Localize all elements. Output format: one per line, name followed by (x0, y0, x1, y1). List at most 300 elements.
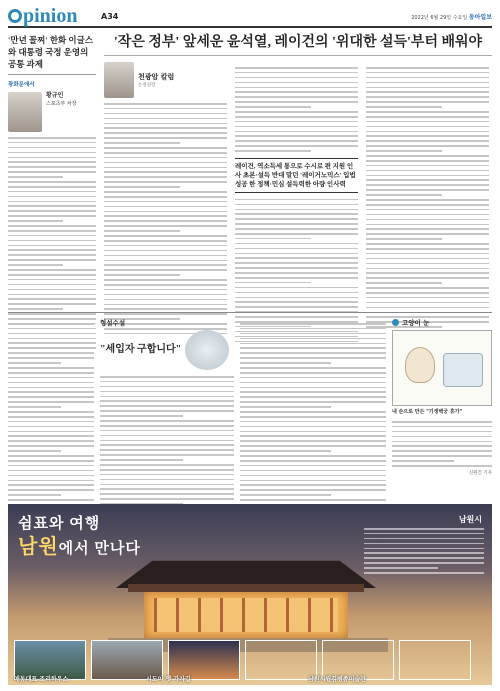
main-col-3-body (366, 67, 489, 328)
cat-eye-icon (392, 319, 399, 326)
text-line (104, 279, 227, 281)
text-line (100, 381, 234, 383)
text-line (240, 450, 331, 452)
text-line (240, 352, 386, 354)
text-line (104, 250, 227, 252)
text-line (392, 441, 492, 443)
text-line (100, 444, 234, 446)
text-line (100, 430, 234, 432)
namwon-ad-banner (8, 504, 492, 685)
text-line (392, 465, 492, 467)
opinion-logo (8, 6, 77, 26)
text-line (8, 450, 61, 452)
text-line (366, 272, 489, 274)
text-line (366, 253, 489, 255)
left-author-name: 황규인 (46, 92, 64, 99)
text-line (240, 440, 386, 442)
text-line (366, 170, 489, 172)
left-author-role: 스포츠부 차장 (46, 101, 77, 107)
text-line (235, 111, 358, 113)
main-col-3 (366, 62, 489, 345)
text-line (235, 306, 358, 308)
text-line (8, 416, 94, 418)
text-line (240, 382, 386, 384)
main-col-2 (235, 62, 358, 345)
text-line (8, 494, 61, 496)
text-line (8, 435, 94, 437)
text-line (104, 191, 227, 193)
text-line (104, 215, 227, 217)
text-line (235, 77, 358, 79)
col2-illustration (185, 330, 229, 370)
bottom-col-2 (100, 318, 234, 523)
text-line (366, 263, 489, 265)
text-line (104, 103, 227, 105)
text-line (8, 215, 96, 217)
text-line (8, 470, 94, 472)
text-line (8, 455, 94, 457)
text-line (104, 113, 227, 115)
text-line (8, 230, 96, 232)
text-line (8, 225, 96, 227)
text-line (104, 152, 227, 154)
text-line (8, 279, 96, 281)
text-line (366, 155, 489, 157)
text-line (364, 543, 484, 545)
text-line (100, 464, 234, 466)
text-line (104, 313, 227, 315)
text-line (104, 299, 227, 301)
col4-tag-text: 고양이 눈 (402, 319, 430, 327)
text-line (104, 171, 227, 173)
text-line (235, 101, 358, 103)
text-line (240, 323, 386, 325)
text-line (235, 218, 358, 220)
col2-header (100, 330, 234, 370)
text-line (100, 479, 234, 481)
text-line (100, 435, 234, 437)
text-line (235, 96, 358, 98)
text-line (366, 96, 489, 98)
text-line (8, 343, 94, 345)
banner-thumb (399, 640, 471, 680)
text-line (240, 455, 386, 457)
text-line (235, 292, 358, 294)
text-line (8, 245, 96, 247)
main-author-role: 논설실장 (138, 83, 156, 88)
text-line (8, 460, 94, 462)
left-column-author (8, 92, 96, 132)
cartoon-body (392, 421, 492, 467)
text-line (8, 240, 96, 242)
text-line (392, 426, 492, 428)
text-line (366, 179, 489, 181)
text-line (100, 386, 234, 388)
text-line (8, 367, 94, 369)
text-line (364, 528, 484, 530)
logo-text: pinion (23, 5, 78, 27)
text-line (240, 426, 386, 428)
text-line (8, 269, 96, 271)
text-line (240, 387, 386, 389)
text-line (392, 421, 492, 423)
text-line (235, 82, 358, 84)
banner-title-line2 (18, 530, 141, 559)
text-line (366, 302, 489, 304)
col4-tag (392, 318, 492, 327)
text-line (364, 557, 484, 559)
text-line (235, 297, 358, 299)
text-line (8, 372, 94, 374)
text-line (104, 176, 227, 178)
text-line (100, 454, 234, 456)
text-line (8, 431, 94, 433)
bottom-col-4 (392, 318, 492, 476)
text-line (235, 272, 358, 274)
masthead (8, 6, 492, 28)
text-line (8, 328, 94, 330)
text-line (8, 254, 96, 256)
text-line (104, 284, 227, 286)
text-line (104, 304, 227, 306)
text-line (235, 131, 358, 133)
text-line (104, 255, 227, 257)
text-line (240, 357, 386, 359)
text-line (235, 238, 311, 240)
text-line (8, 421, 94, 423)
text-line (235, 223, 358, 225)
text-line (104, 167, 227, 169)
text-line (8, 489, 94, 491)
text-line (104, 142, 180, 144)
text-line (8, 284, 96, 286)
text-line (240, 396, 386, 398)
text-line (235, 228, 358, 230)
text-line (100, 420, 234, 422)
left-author-info (46, 92, 77, 132)
text-line (235, 267, 358, 269)
text-line (8, 499, 94, 501)
col2-headline: "세입자 구합니다" (100, 344, 182, 355)
text-line (366, 228, 489, 230)
left-column (8, 34, 96, 352)
text-line (8, 357, 94, 359)
text-line (8, 333, 94, 335)
text-line (100, 449, 234, 451)
text-line (8, 377, 94, 379)
text-line (366, 111, 489, 113)
text-line (366, 268, 489, 270)
text-line (8, 181, 96, 183)
text-line (364, 572, 484, 574)
page-code: A34 (101, 12, 119, 21)
text-line (366, 287, 489, 289)
text-line (366, 292, 489, 294)
main-column (104, 34, 492, 345)
text-line (8, 205, 96, 207)
main-body (104, 62, 492, 345)
text-line (366, 277, 489, 279)
text-line (8, 401, 94, 403)
bottom-col-3 (240, 318, 386, 509)
text-line (100, 498, 234, 500)
text-line (104, 108, 227, 110)
section-divider (8, 312, 492, 313)
main-author-info (138, 72, 174, 88)
banner-author: 남원시 (458, 515, 482, 524)
text-line (392, 431, 492, 433)
text-line (366, 184, 489, 186)
bottom-col-1-body (8, 323, 94, 506)
text-line (364, 552, 484, 554)
text-line (104, 274, 180, 276)
text-line (104, 225, 227, 227)
text-line (366, 145, 489, 147)
text-line (366, 82, 489, 84)
text-line (100, 405, 234, 407)
text-line (366, 77, 489, 79)
text-line (235, 282, 311, 284)
text-line (100, 410, 234, 412)
text-line (240, 431, 386, 433)
thumb-caption-3: 남원시립김병종미술관 (308, 676, 366, 683)
text-line (366, 307, 489, 309)
text-line (8, 406, 61, 408)
text-line (100, 396, 234, 398)
text-line (366, 116, 489, 118)
text-line (366, 135, 489, 137)
text-line (366, 209, 489, 211)
text-line (240, 377, 386, 379)
text-line (366, 175, 489, 177)
text-line (240, 475, 386, 477)
text-line (104, 260, 227, 262)
cartoon-figure (405, 347, 435, 383)
text-line (8, 475, 94, 477)
banner-thumbnails (8, 635, 492, 685)
main-subhead: 레이건, 역소득세 통으로 수시로 편 지원 인사 초본·설득 반대 말던 '레이거노믹스' 입법 성공 한 정책·민심 설득력한 아량 인사력 (235, 158, 358, 193)
text-line (392, 436, 492, 438)
text-line (366, 248, 489, 250)
text-line (366, 160, 489, 162)
text-line (235, 287, 358, 289)
text-line (235, 248, 358, 250)
columnist-photo (104, 62, 134, 98)
text-line (235, 253, 358, 255)
text-line (366, 189, 489, 191)
text-line (104, 181, 227, 183)
text-line (104, 147, 227, 149)
cartoon-image (392, 330, 492, 406)
text-line (8, 166, 96, 168)
text-line (8, 220, 63, 222)
text-line (235, 67, 358, 69)
text-line (8, 303, 96, 305)
text-line (104, 230, 180, 232)
text-line (8, 352, 94, 354)
text-line (235, 301, 358, 303)
text-line (104, 118, 227, 120)
text-line (240, 328, 386, 330)
text-line (8, 440, 94, 442)
text-line (366, 224, 489, 226)
text-line (240, 343, 386, 345)
text-line (366, 243, 489, 245)
text-line (8, 235, 96, 237)
text-line (8, 274, 96, 276)
main-col-1-body (104, 103, 227, 334)
text-line (366, 140, 489, 142)
text-line (235, 204, 358, 206)
text-line (8, 186, 96, 188)
col2-body (100, 376, 234, 519)
text-line (8, 176, 63, 178)
text-line (104, 196, 227, 198)
text-line (8, 201, 96, 203)
text-line (366, 150, 442, 152)
author-photo (8, 92, 42, 132)
text-line (366, 238, 442, 240)
text-line (104, 132, 227, 134)
main-author-name: 천광암 칼럼 (138, 73, 175, 81)
text-line (392, 450, 492, 452)
hanok-roof (116, 554, 376, 588)
left-column-category: 광화문에서 (8, 82, 35, 88)
text-line (240, 465, 386, 467)
text-line (104, 162, 227, 164)
main-headline: '작은 정부' 앞세운 윤석열, 레이건의 '위대한 설득'부터 배워야 (104, 34, 492, 56)
text-line (104, 127, 227, 129)
text-line (8, 157, 96, 159)
main-col-2-body-top (235, 67, 358, 152)
text-line (8, 264, 63, 266)
text-line (8, 484, 94, 486)
text-line (8, 294, 96, 296)
text-line (235, 72, 358, 74)
cartoon-credit: 신원건 기자 (468, 470, 492, 476)
text-line (235, 150, 311, 152)
text-line (364, 533, 484, 535)
text-line (8, 259, 96, 261)
text-line (8, 480, 94, 482)
text-line (8, 147, 96, 149)
text-line (100, 488, 234, 490)
text-line (240, 391, 386, 393)
text-line (8, 152, 96, 154)
text-line (100, 415, 183, 417)
hanok-hall (144, 592, 348, 638)
text-line (104, 211, 227, 213)
text-line (8, 338, 94, 340)
text-line (8, 249, 96, 251)
text-line (104, 220, 227, 222)
banner-title-rest: 에서 만나다 (58, 541, 141, 557)
text-line (8, 171, 96, 173)
text-line (240, 489, 386, 491)
text-line (8, 308, 63, 310)
main-col-1 (104, 62, 227, 345)
text-line (235, 135, 358, 137)
text-line (235, 209, 358, 211)
text-line (366, 258, 489, 260)
text-line (100, 440, 234, 442)
text-line (104, 245, 227, 247)
issue-date: 2022년 6월 29일 수요일 (411, 15, 468, 21)
text-line (364, 567, 438, 569)
text-line (235, 116, 358, 118)
thumb-caption-2: 시도이 옛 가자길 (146, 676, 191, 683)
text-line (8, 142, 96, 144)
main-author (104, 62, 227, 98)
text-line (100, 376, 234, 378)
text-line (240, 406, 331, 408)
text-line (8, 411, 94, 413)
text-line (366, 233, 489, 235)
text-line (366, 91, 489, 93)
text-line (8, 298, 96, 300)
text-line (366, 194, 442, 196)
thumb-caption-1: 애동대표 조리하우스 (14, 676, 69, 683)
col2-tag (100, 318, 234, 327)
bottom-col-1 (8, 318, 94, 509)
text-line (240, 445, 386, 447)
text-line (8, 323, 94, 325)
text-line (235, 262, 358, 264)
text-line (104, 137, 227, 139)
text-line (8, 396, 94, 398)
text-line (366, 282, 442, 284)
text-line (235, 106, 311, 108)
text-line (8, 387, 94, 389)
text-line (240, 362, 331, 364)
text-line (392, 445, 492, 447)
text-line (366, 121, 489, 123)
text-line (100, 493, 234, 495)
hanok-eaves (128, 584, 364, 592)
text-line (104, 240, 227, 242)
banner-title-accent: 남원 (18, 536, 59, 558)
text-line (364, 562, 484, 564)
text-line (100, 400, 234, 402)
text-line (100, 474, 234, 476)
text-line (366, 67, 489, 69)
text-line (8, 191, 96, 193)
text-line (100, 425, 234, 427)
text-line (235, 121, 358, 123)
text-line (104, 206, 227, 208)
text-line (104, 186, 180, 188)
text-line (366, 72, 489, 74)
text-line (240, 416, 386, 418)
text-line (366, 297, 489, 299)
left-column-title: '만년 꼴찌' 한화 이글스와 대통령 국정 운영의 공통 과제 (8, 34, 96, 75)
text-line (235, 257, 358, 259)
text-line (366, 219, 489, 221)
text-line (366, 214, 489, 216)
text-line (235, 277, 358, 279)
text-line (104, 269, 227, 271)
text-line (235, 126, 358, 128)
text-line (8, 161, 96, 163)
text-line (8, 196, 96, 198)
text-line (235, 199, 358, 201)
text-line (240, 411, 386, 413)
text-line (235, 91, 358, 93)
cartoon-caption: 내 손으로 만든 "기생벽궁 휴가" (392, 409, 463, 415)
text-line (364, 548, 484, 550)
text-line (235, 213, 358, 215)
text-line (366, 204, 489, 206)
